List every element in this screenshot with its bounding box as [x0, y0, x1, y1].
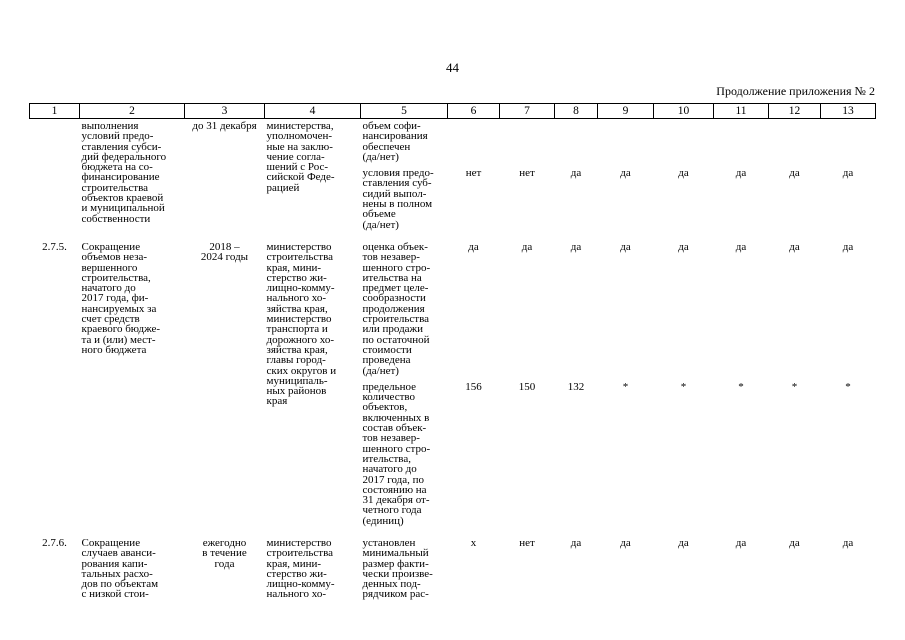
column-header: 2: [80, 104, 185, 119]
table-row: [30, 536, 876, 604]
criterion-value: нет: [465, 167, 482, 180]
execution-term: 2018 – 2024 годы: [200, 240, 249, 264]
criterion-value: 150: [518, 380, 536, 393]
column-header: 1: [30, 104, 80, 119]
criterion-value: 132: [567, 380, 585, 393]
criterion-value: нет: [519, 536, 535, 549]
row-number: 2.7.5.: [42, 240, 67, 253]
row-number: [30, 119, 80, 234]
column-header: 11: [714, 104, 769, 119]
criterion-value: да: [620, 167, 631, 180]
executor: министерство строительства края, мини- стерство жи- лищно-комму- нального хо-: [266, 536, 335, 601]
criterion-text: установлен минимальный размер факти- чески произве- денных под- рядчиком рас-: [362, 536, 433, 601]
criterion-value: да: [789, 240, 800, 253]
criterion-value: да: [521, 240, 533, 253]
document-table: [29, 103, 876, 604]
header-row: [30, 104, 876, 119]
activity-name: выполнения условий предо- ставления субси- дий федерального бюджета на со- финансирование строительства объектов краевой и муниципальной собственности: [81, 120, 167, 225]
criterion-value: да: [735, 240, 747, 253]
criterion-value: х: [470, 536, 477, 549]
criterion-value: да: [678, 240, 689, 253]
criterion-value: да: [620, 240, 631, 253]
column-header: 8: [555, 104, 598, 119]
criterion-value: *: [791, 380, 798, 393]
executor: министерство строительства края, мини- стерство жи- лищно-комму- нального хо- зяйства края, министерство транспорта и дорожного хо- зяйства края, главы город- ских округов и муниципаль- ных районов края: [266, 240, 337, 408]
criterion-value: *: [622, 380, 629, 393]
criterion-value: да: [842, 167, 854, 180]
criterion-value: да: [678, 167, 689, 180]
criterion-value: да: [678, 536, 689, 549]
column-header: 9: [598, 104, 654, 119]
continuation-title: Продолжение приложения № 2: [716, 84, 875, 98]
execution-term: ежегодно в течение года: [202, 536, 247, 570]
column-header: 13: [821, 104, 876, 119]
criterion-value: *: [680, 380, 687, 393]
criterion-text: условия предо- ставления суб- сидий выпол- нены в полном объеме (да/нет): [362, 167, 434, 231]
column-header: 12: [769, 104, 821, 119]
criterion-text: объем софи- нансирования обеспечен (да/нет): [362, 120, 428, 163]
criterion-value: [598, 119, 654, 167]
column-header: 10: [654, 104, 714, 119]
column-header: 7: [500, 104, 555, 119]
criterion-value: [555, 119, 598, 167]
criterion-text: предельное количество объектов, включенных в состав объек- тов незавер- шенного стро- ительства, начатого до 2017 года, по состоянию на 31 декабря от- четного года (единиц): [362, 380, 431, 527]
execution-term: до 31 декабря: [192, 120, 257, 132]
criterion-value: да: [468, 240, 479, 253]
criterion-value: да: [570, 167, 582, 180]
criterion-value: 156: [465, 380, 482, 393]
activity-name: Сокращение объемов неза- вершенного строительства, начатого до 2017 года, фи- нансируемых за счет средств краевого бюдже- та и (или) мест- ного бюджета: [81, 240, 161, 356]
column-header: 6: [448, 104, 500, 119]
criterion-value: да: [789, 536, 800, 549]
activity-name: Сокращение случаев аванси- рования капи- тальных расхо- дов по объектам с низкой стои-: [81, 536, 159, 601]
column-header: 4: [265, 104, 361, 119]
criterion-value: [448, 119, 500, 167]
table-row: [30, 119, 876, 167]
criterion-value: [714, 119, 769, 167]
criterion-value: [654, 119, 714, 167]
criterion-value: [500, 119, 555, 167]
criterion-value: да: [620, 536, 631, 549]
page-number: 44: [446, 60, 459, 75]
criterion-value: да: [842, 240, 854, 253]
column-header: 3: [185, 104, 265, 119]
criterion-value: *: [738, 380, 744, 393]
table-body: [30, 119, 876, 604]
criterion-value: да: [789, 167, 800, 180]
criterion-value: да: [842, 536, 854, 549]
criterion-value: [821, 119, 876, 167]
criterion-value: да: [570, 240, 582, 253]
criterion-value: нет: [519, 167, 535, 180]
executor: министерства, уполномочен- ные на заклю- чение согла- шений с Рос- сийской Феде- рацией: [266, 120, 335, 194]
row-number: 2.7.6.: [42, 536, 67, 549]
criterion-value: да: [735, 536, 747, 549]
criterion-value: да: [570, 536, 582, 549]
criterion-value: да: [735, 167, 747, 180]
column-header: 5: [361, 104, 448, 119]
criterion-value: [769, 119, 821, 167]
table-row: [30, 240, 876, 380]
criterion-text: оценка объек- тов незавер- шенного стро- ительства на предмет целе- сообразности продолжения строительства или продажи по остаточной стоимости проведена (да/нет): [362, 240, 431, 377]
criterion-value: *: [845, 380, 851, 393]
